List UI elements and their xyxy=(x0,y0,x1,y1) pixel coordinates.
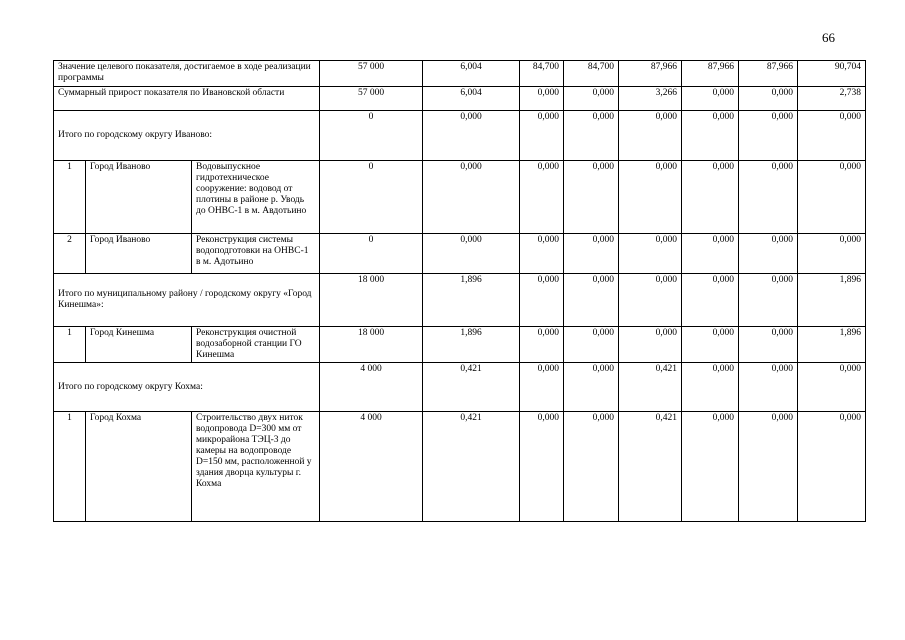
municipality-cell: Город Кинешма xyxy=(86,327,192,363)
value-cell: 6,004 xyxy=(423,61,520,87)
value-cell: 0,000 xyxy=(564,363,619,412)
value-cell: 0,000 xyxy=(798,161,866,234)
value-cell: 0,421 xyxy=(423,412,520,522)
indicator-table xyxy=(53,60,866,522)
value-cell: 6,004 xyxy=(423,87,520,111)
value-cell: 90,704 xyxy=(798,61,866,87)
value-cell: 87,966 xyxy=(619,61,682,87)
value-cell: 0,000 xyxy=(739,234,798,274)
value-cell: 0,000 xyxy=(520,161,564,234)
value-cell: 0,000 xyxy=(682,412,739,522)
value-cell: 0,000 xyxy=(682,234,739,274)
value-cell: 0,000 xyxy=(564,161,619,234)
value-cell: 4 000 xyxy=(320,363,423,412)
row-number: 2 xyxy=(54,234,86,274)
value-cell: 0,000 xyxy=(739,161,798,234)
value-cell: 0,000 xyxy=(682,161,739,234)
row-number: 1 xyxy=(54,412,86,522)
value-cell: 0,000 xyxy=(564,111,619,161)
value-cell: 0,000 xyxy=(739,111,798,161)
subtotal-label: Итого по городскому округу Кохма: xyxy=(54,363,320,412)
value-cell: 1,896 xyxy=(423,274,520,327)
value-cell: 0,000 xyxy=(564,87,619,111)
value-cell: 0,000 xyxy=(520,111,564,161)
value-cell: 0,000 xyxy=(739,274,798,327)
subtotal-label: Итого по городскому округу Иваново: xyxy=(54,111,320,161)
value-cell: 0,421 xyxy=(423,363,520,412)
table-row xyxy=(54,61,866,87)
municipality-cell: Город Иваново xyxy=(86,234,192,274)
value-cell: 84,700 xyxy=(564,61,619,87)
value-cell: 1,896 xyxy=(423,327,520,363)
table-row xyxy=(54,274,866,327)
table-row xyxy=(54,234,866,274)
table-row xyxy=(54,412,866,522)
value-cell: 57 000 xyxy=(320,61,423,87)
value-cell: 0,000 xyxy=(520,87,564,111)
value-cell: 0,421 xyxy=(619,363,682,412)
indicator-label: Суммарный прирост показателя по Ивановской области xyxy=(54,87,320,111)
value-cell: 0,421 xyxy=(619,412,682,522)
table-row xyxy=(54,161,866,234)
value-cell: 84,700 xyxy=(520,61,564,87)
value-cell: 0,000 xyxy=(798,363,866,412)
value-cell: 0,000 xyxy=(520,327,564,363)
value-cell: 4 000 xyxy=(320,412,423,522)
value-cell: 57 000 xyxy=(320,87,423,111)
row-number: 1 xyxy=(54,327,86,363)
value-cell: 0,000 xyxy=(564,274,619,327)
object-description: Строительство двух ниток водопровода D=300 мм от микрорайона ТЭЦ-3 до камеры на водопроводе D=150 мм, расположенной у здания дворца культуры г. Кохма xyxy=(192,412,320,522)
value-cell: 0,000 xyxy=(739,327,798,363)
value-cell: 0,000 xyxy=(619,111,682,161)
value-cell: 0,000 xyxy=(798,111,866,161)
value-cell: 0,000 xyxy=(739,363,798,412)
value-cell: 0,000 xyxy=(682,87,739,111)
page-number: 66 xyxy=(822,30,835,45)
object-description: Реконструкция системы водоподготовки на ОНВС-1 в м. Адотьино xyxy=(192,234,320,274)
value-cell: 1,896 xyxy=(798,327,866,363)
value-cell: 0,000 xyxy=(619,161,682,234)
value-cell: 0,000 xyxy=(682,111,739,161)
value-cell: 0,000 xyxy=(520,274,564,327)
table-row xyxy=(54,87,866,111)
value-cell: 0,000 xyxy=(564,327,619,363)
value-cell: 0,000 xyxy=(564,412,619,522)
value-cell: 0,000 xyxy=(682,363,739,412)
value-cell: 0,000 xyxy=(619,327,682,363)
municipality-cell: Город Кохма xyxy=(86,412,192,522)
value-cell: 0,000 xyxy=(619,274,682,327)
value-cell: 0,000 xyxy=(798,234,866,274)
value-cell: 18 000 xyxy=(320,327,423,363)
value-cell: 18 000 xyxy=(320,274,423,327)
value-cell: 0 xyxy=(320,161,423,234)
indicator-label: Значение целевого показателя, достигаемое в ходе реализации программы xyxy=(54,61,320,87)
value-cell: 0,000 xyxy=(520,363,564,412)
object-description: Водовыпускное гидротехническое сооружение: водовод от плотины в районе р. Уводь до ОНВС-1 в м. Авдотьино xyxy=(192,161,320,234)
value-cell: 0,000 xyxy=(619,234,682,274)
value-cell: 0,000 xyxy=(739,412,798,522)
value-cell: 0,000 xyxy=(682,274,739,327)
value-cell: 0,000 xyxy=(423,161,520,234)
value-cell: 0,000 xyxy=(423,234,520,274)
table-row xyxy=(54,327,866,363)
value-cell: 87,966 xyxy=(739,61,798,87)
value-cell: 0,000 xyxy=(564,234,619,274)
value-cell: 0,000 xyxy=(520,234,564,274)
value-cell: 0 xyxy=(320,234,423,274)
value-cell: 0,000 xyxy=(682,327,739,363)
object-description: Реконструкция очистной водозаборной станции ГО Кинешма xyxy=(192,327,320,363)
row-number: 1 xyxy=(54,161,86,234)
value-cell: 2,738 xyxy=(798,87,866,111)
value-cell: 1,896 xyxy=(798,274,866,327)
subtotal-label: Итого по муниципальному району / городскому округу «Город Кинешма»: xyxy=(54,274,320,327)
municipality-cell: Город Иваново xyxy=(86,161,192,234)
value-cell: 0,000 xyxy=(739,87,798,111)
table-row xyxy=(54,111,866,161)
value-cell: 0,000 xyxy=(798,412,866,522)
value-cell: 0,000 xyxy=(520,412,564,522)
value-cell: 0 xyxy=(320,111,423,161)
table-row xyxy=(54,363,866,412)
value-cell: 87,966 xyxy=(682,61,739,87)
value-cell: 0,000 xyxy=(423,111,520,161)
value-cell: 3,266 xyxy=(619,87,682,111)
